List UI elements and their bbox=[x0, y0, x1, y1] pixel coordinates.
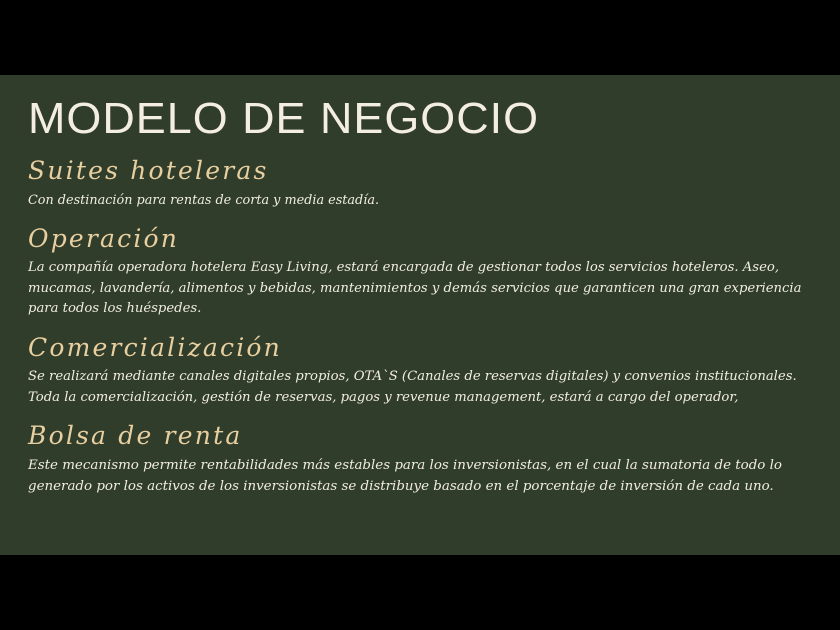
section-heading: Bolsa de renta bbox=[28, 421, 243, 451]
section-bolsa-de-renta bbox=[28, 422, 810, 497]
slide-canvas bbox=[0, 75, 840, 555]
section-operacion bbox=[28, 225, 810, 320]
section-comercializacion bbox=[28, 334, 810, 409]
section-body: Se realizará mediante canales digitales propios, OTA`S (Canales de reservas digitales) y convenios institucionales. Toda la comercialización, gestión de reservas, pagos y revenue management, estará a cargo del operador, bbox=[28, 369, 797, 405]
slide-content bbox=[28, 94, 810, 512]
section-heading: Comercialización bbox=[28, 332, 282, 362]
section-heading: Suites hoteleras bbox=[28, 156, 269, 185]
section-body: Este mecanismo permite rentabilidades más estables para los inversionistas, en el cual la sumatoria de todo lo generado por los activos de los inversionistas se distribuye basado en el porcentaje de inversión de cada uno. bbox=[28, 458, 782, 494]
page-title: MODELO DE NEGOCIO bbox=[28, 94, 540, 143]
section-body: La compañía operadora hotelera Easy Living, estará encargada de gestionar todos los servicios hoteleros. Aseo, mucamas, lavandería, alimentos y bebidas, mantenimientos y demás servicios que garanticen una gran experiencia para todos los huéspedes. bbox=[28, 260, 802, 317]
section-body: Con destinación para rentas de corta y media estadía. bbox=[28, 192, 380, 208]
section-heading: Operación bbox=[28, 223, 180, 253]
section-suites-hoteleras bbox=[28, 157, 810, 211]
